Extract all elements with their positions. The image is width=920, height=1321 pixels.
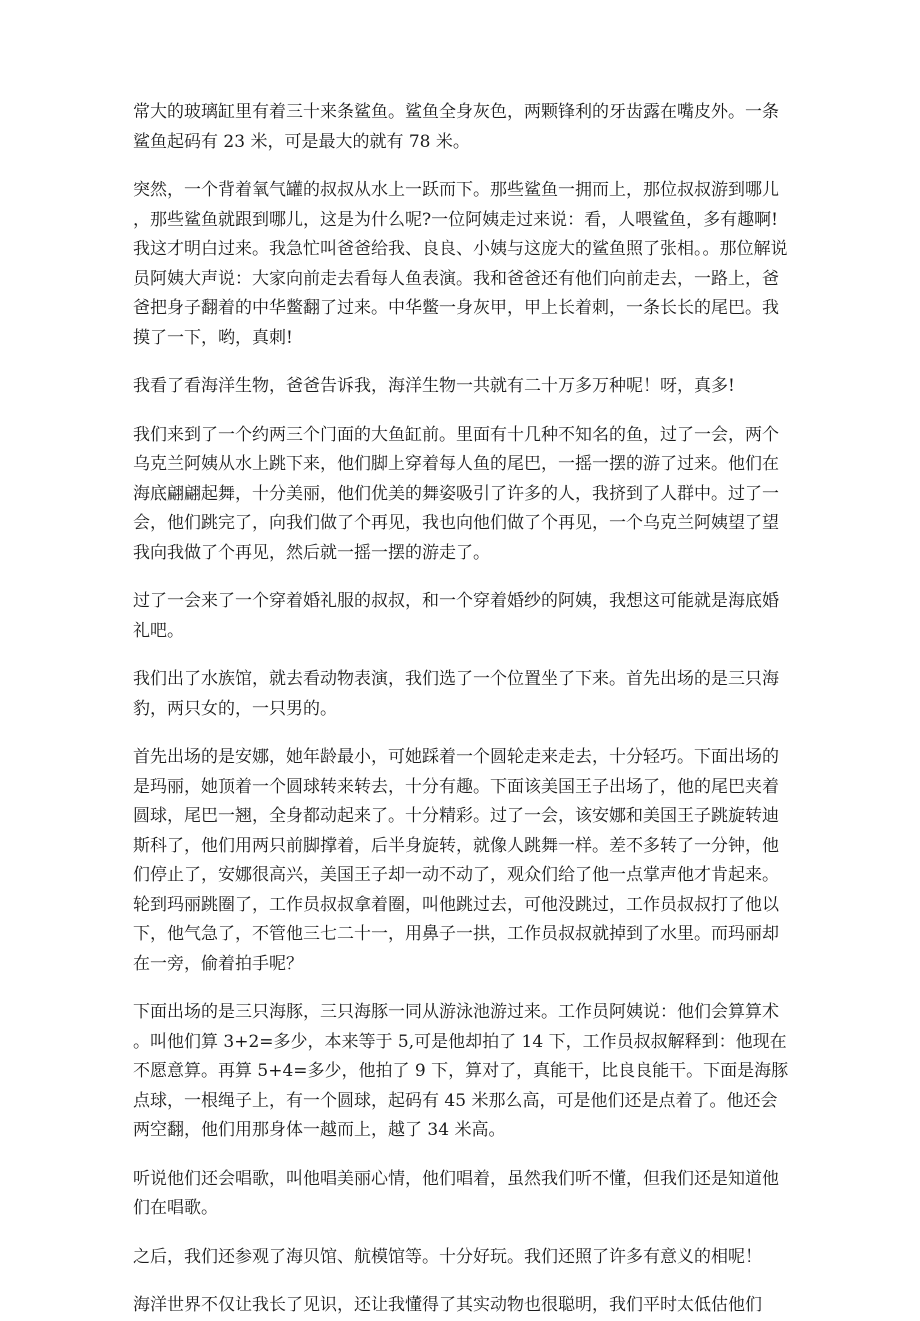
paragraph-diver: 突然，一个背着氧气罐的叔叔从水上一跃而下。那些鲨鱼一拥而上，那位叔叔游到哪儿，那些鲨鱼就跟到哪儿，这是为什么呢?一位阿姨走过来说：看，人喂鲨鱼，多有趣啊!我这才明白过来。我急忙叫爸爸给我、良良、小姨与这庞大的鲨鱼照了张相。。那位解说员阿姨大声说：大家向前走去看每人鱼表演。我和爸爸还有他们向前走去，一路上，爸爸把身子翻着的中华鳖翻了过来。中华鳖一身灰甲，甲上长着刺，一条长长的尾巴。我摸了一下，哟，真刺!	[133, 180, 788, 348]
paragraph-animal-show: 我们出了水族馆，就去看动物表演，我们选了一个位置坐了下来。首先出场的是三只海豹，两只女的，一只男的。	[133, 669, 779, 719]
paragraph-conclusion: 海洋世界不仅让我长了见识，还让我懂得了其实动物也很聪明，我们平时太低估他们	[133, 1295, 762, 1315]
document-body	[133, 98, 793, 1321]
paragraph-seals: 首先出场的是安娜，她年龄最小，可她踩着一个圆轮走来走去，十分轻巧。下面出场的是玛丽，她顶着一个圆球转来转去，十分有趣。下面该美国王子出场了，他的尾巴夹着圆球，尾巴一翘，全身都动起来了。十分精彩。过了一会，该安娜和美国王子跳旋转迪斯科了，他们用两只前脚撑着，后半身旋转，就像人跳舞一样。差不多转了一分钟，他们停止了，安娜很高兴，美国王子却一动不动了，观众们给了他一点掌声他才肯起来。轮到玛丽跳圈了，工作员叔叔拿着圈，叫他跳过去，可他没跳过，工作员叔叔打了他以下，他气急了，不管他三七二十一，用鼻子一拱，工作员叔叔就掉到了水里。而玛丽却在一旁，偷着拍手呢？	[133, 747, 779, 974]
paragraph-singing: 听说他们还会唱歌，叫他唱美丽心情，他们唱着，虽然我们听不懂，但我们还是知道他们在唱歌。	[133, 1168, 779, 1218]
paragraph-other-halls: 之后，我们还参观了海贝馆、航模馆等。十分好玩。我们还照了许多有意义的相呢！	[133, 1246, 762, 1267]
paragraph-marine-life: 我看了看海洋生物，爸爸告诉我，海洋生物一共就有二十万多万种呢！呀，真多!	[133, 376, 735, 396]
paragraph-wedding: 过了一会来了一个穿着婚礼服的叔叔，和一个穿着婚纱的阿姨，我想这可能就是海底婚礼吧。	[133, 591, 779, 641]
paragraph-sharks: 常大的玻璃缸里有着三十来条鲨鱼。鲨鱼全身灰色，两颗锋利的牙齿露在嘴皮外。一条鲨鱼起码有 23 米，可是最大的就有 78 米。	[133, 102, 779, 152]
paragraph-dolphins: 下面出场的是三只海豚，三只海豚一同从游泳池游过来。工作员阿姨说：他们会算算术。叫他们算 3+2=多少，本来等于 5,可是他却拍了 14 下，工作员叔叔解释到：他现在不愿意算。再算 5+4=多少，他拍了 9 下，算对了，真能干，比良良能干。下面是海豚点球，一根绳子上，有一个圆球，起码有 45 米那么高，可是他们还是点着了。他还会两空翻，他们用那身体一越而上，越了 34 米高。	[133, 1002, 789, 1140]
paragraph-mermaid-show: 我们来到了一个约两三个门面的大鱼缸前。里面有十几种不知名的鱼，过了一会，两个乌克兰阿姨从水上跳下来，他们脚上穿着每人鱼的尾巴，一摇一摆的游了过来。他们在海底翩翩起舞，十分美丽，他们优美的舞姿吸引了许多的人，我挤到了人群中。过了一会，他们跳完了，向我们做了个再见，我也向他们做了个再见，一个乌克兰阿姨望了望我向我做了个再见，然后就一摇一摆的游走了。	[133, 424, 779, 563]
